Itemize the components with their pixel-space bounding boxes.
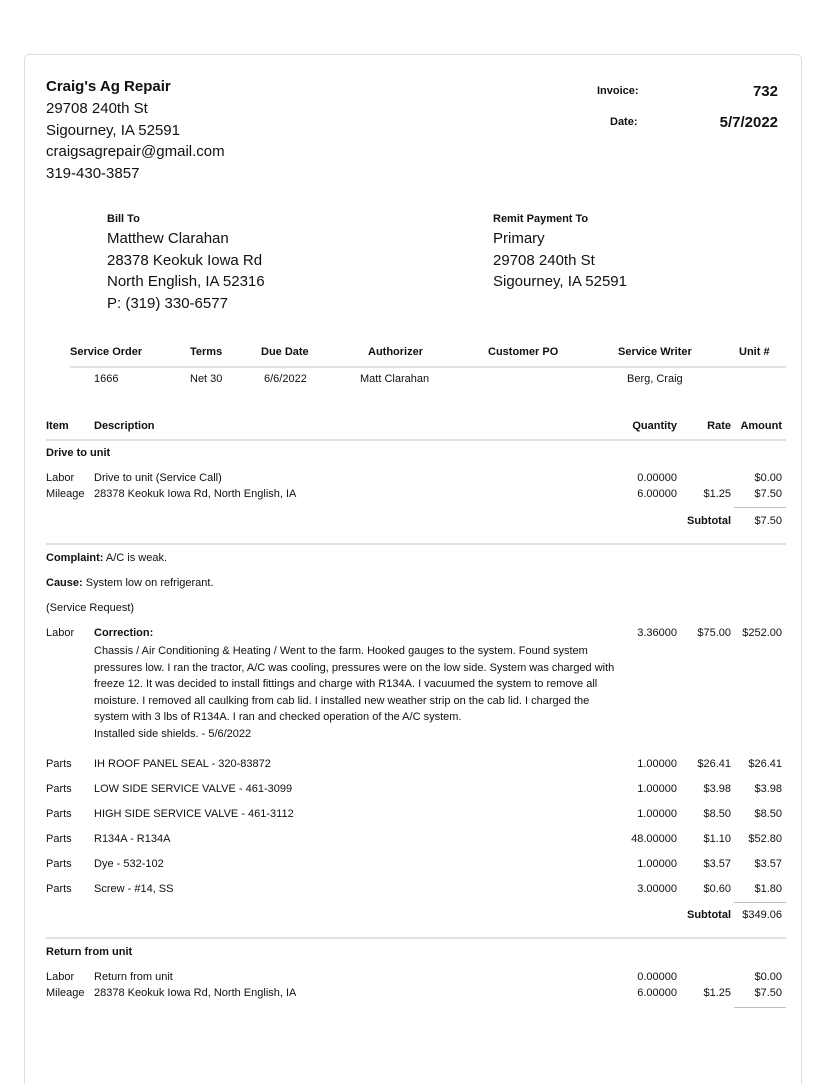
company-city: Sigourney, IA 52591 <box>46 122 180 139</box>
items-header-quantity: Quantity <box>632 420 677 432</box>
items-header-amount: Amount <box>740 420 782 432</box>
line-item-quantity: 1.00000 <box>637 758 677 770</box>
subtotal-rule <box>734 507 786 508</box>
cause-label: Cause: <box>46 577 83 589</box>
header-authorizer: Authorizer <box>368 346 423 358</box>
line-item-description: IH ROOF PANEL SEAL - 320-83872 <box>94 758 271 770</box>
line-item-amount: $7.50 <box>754 987 782 999</box>
remit-to-name: Primary <box>493 230 545 247</box>
header-due-date: Due Date <box>261 346 309 358</box>
line-item-type: Parts <box>46 808 72 820</box>
line-item-description: 28378 Keokuk Iowa Rd, North English, IA <box>94 987 297 999</box>
line-item-amount: $7.50 <box>754 488 782 500</box>
line-item-amount: $3.57 <box>754 858 782 870</box>
service-order-value: 1666 <box>94 373 119 385</box>
divider <box>46 937 786 939</box>
items-header-rate: Rate <box>707 420 731 432</box>
line-item-description: R134A - R134A <box>94 833 171 845</box>
line-item-amount: $3.98 <box>754 783 782 795</box>
company-name: Craig's Ag Repair <box>46 78 171 95</box>
line-item-quantity: 3.36000 <box>637 627 677 639</box>
service-writer-value: Berg, Craig <box>627 373 683 385</box>
line-item-description: Screw - #14, SS <box>94 883 174 895</box>
line-item-row <box>46 472 786 488</box>
invoice-number: 732 <box>752 83 778 100</box>
subtotal-value: $349.06 <box>742 909 782 921</box>
items-header-item: Item <box>46 420 69 432</box>
header-customer-po: Customer PO <box>488 346 559 358</box>
parts-row <box>46 858 786 874</box>
parts-row <box>46 808 786 824</box>
line-item-rate: $75.00 <box>697 627 731 639</box>
line-item-description: HIGH SIDE SERVICE VALVE - 461-3112 <box>94 808 294 820</box>
authorizer-value: Matt Clarahan <box>360 373 430 385</box>
line-item-rate: $3.98 <box>703 783 731 795</box>
line-item-quantity: 6.00000 <box>637 488 677 500</box>
line-item-quantity: 1.00000 <box>637 808 677 820</box>
parts-row <box>46 883 786 899</box>
group-title-drive-to-unit: Drive to unit <box>46 447 111 459</box>
line-item-quantity: 1.00000 <box>637 783 677 795</box>
line-item-type: Labor <box>46 971 75 983</box>
correction-title: Correction: <box>94 627 154 639</box>
line-item-description: 28378 Keokuk Iowa Rd, North English, IA <box>94 488 297 500</box>
line-item-rate: $26.41 <box>697 758 731 770</box>
items-header-description: Description <box>94 420 155 432</box>
company-street: 29708 240th St <box>46 100 148 117</box>
line-item-type: Parts <box>46 783 72 795</box>
remit-to-city: Sigourney, IA 52591 <box>493 273 627 290</box>
line-item-quantity: 1.00000 <box>637 858 677 870</box>
line-item-quantity: 0.00000 <box>637 971 677 983</box>
line-item-quantity: 48.00000 <box>631 833 677 845</box>
due-date-value: 6/6/2022 <box>264 373 307 385</box>
line-item-type: Mileage <box>46 488 85 500</box>
company-email: craigsagrepair@gmail.com <box>46 143 225 160</box>
remit-to-street: 29708 240th St <box>493 252 595 269</box>
line-item-description: LOW SIDE SERVICE VALVE - 461-3099 <box>94 783 293 795</box>
line-item-rate: $8.50 <box>703 808 731 820</box>
parts-row <box>46 783 786 799</box>
line-item-amount: $0.00 <box>754 971 782 983</box>
group-title-return-from-unit: Return from unit <box>46 946 133 958</box>
line-item-rate: $1.25 <box>703 488 731 500</box>
line-item-rate: $0.60 <box>703 883 731 895</box>
cause-line <box>46 577 214 589</box>
correction-note: Installed side shields. - 5/6/2022 <box>94 728 252 740</box>
bill-to-name: Matthew Clarahan <box>107 230 229 247</box>
line-item-type: Labor <box>46 627 75 639</box>
bill-to-street: 28378 Keokuk Iowa Rd <box>107 252 263 269</box>
complaint-line <box>46 552 167 564</box>
line-item-type: Parts <box>46 883 72 895</box>
line-item-amount: $1.80 <box>754 883 782 895</box>
company-phone: 319-430-3857 <box>46 165 140 182</box>
header-terms: Terms <box>190 346 223 358</box>
line-item-type: Parts <box>46 758 72 770</box>
parts-row <box>46 758 786 774</box>
line-item-quantity: 3.00000 <box>637 883 677 895</box>
line-item-description: Drive to unit (Service Call) <box>94 472 222 484</box>
header-service-writer: Service Writer <box>618 346 692 358</box>
parts-row <box>46 833 786 849</box>
subtotal-value: $7.50 <box>754 515 782 527</box>
service-request-label: (Service Request) <box>46 602 135 614</box>
line-item-amount: $52.80 <box>748 833 782 845</box>
line-item-rate: $1.10 <box>703 833 731 845</box>
invoice-date-label: Date: <box>610 116 638 128</box>
complaint-label: Complaint: <box>46 552 104 564</box>
invoice-page <box>24 54 802 1084</box>
bill-to-city: North English, IA 52316 <box>107 273 265 290</box>
complaint-text: A/C is weak. <box>103 552 168 564</box>
line-item-rate: $3.57 <box>703 858 731 870</box>
line-item-type: Labor <box>46 472 75 484</box>
header-service-order: Service Order <box>70 346 143 358</box>
line-item-type: Parts <box>46 833 72 845</box>
header-unit-number: Unit # <box>739 346 770 358</box>
divider <box>70 366 786 368</box>
line-item-amount: $0.00 <box>754 472 782 484</box>
bill-to-label: Bill To <box>107 213 140 225</box>
line-item-type: Mileage <box>46 987 85 999</box>
line-item-amount: $8.50 <box>754 808 782 820</box>
line-item-row <box>46 488 786 504</box>
line-item-row <box>46 971 786 987</box>
subtotal-rule <box>734 902 786 903</box>
subtotal-label: Subtotal <box>687 515 731 527</box>
bill-to-phone: P: (319) 330-6577 <box>107 295 228 312</box>
line-item-amount: $252.00 <box>742 627 782 639</box>
line-item-description: Return from unit <box>94 971 173 983</box>
subtotal-rule <box>734 1007 786 1008</box>
invoice-date: 5/7/2022 <box>719 114 778 131</box>
correction-text: Chassis / Air Conditioning & Heating / Went to the farm. Hooked gauges to the system. Found system pressures low. I ran the tractor, A/C was cooling, pressures were on the low side. System was charged with freeze 12. It was decided to install fittings and charge with R134A. I vacuumed the system to remove all moisture. I removed all caulking from cab lid. I installed new weather strip on the cab lid. I charged the system with 3 lbs of R134A. I ran and checked operation of the A/C system. <box>94 645 615 723</box>
line-item-type: Parts <box>46 858 72 870</box>
line-item-description: Dye - 532-102 <box>94 858 164 870</box>
labor-row <box>46 627 786 643</box>
line-item-amount: $26.41 <box>748 758 782 770</box>
invoice-number-label: Invoice: <box>597 85 639 97</box>
line-item-quantity: 0.00000 <box>637 472 677 484</box>
cause-text: System low on refrigerant. <box>82 577 214 589</box>
divider <box>46 543 786 545</box>
terms-value: Net 30 <box>190 373 223 385</box>
line-item-rate: $1.25 <box>703 987 731 999</box>
line-item-quantity: 6.00000 <box>637 987 677 999</box>
remit-to-label: Remit Payment To <box>493 213 589 225</box>
subtotal-label: Subtotal <box>687 909 731 921</box>
divider <box>46 439 786 441</box>
line-item-row <box>46 987 786 1003</box>
